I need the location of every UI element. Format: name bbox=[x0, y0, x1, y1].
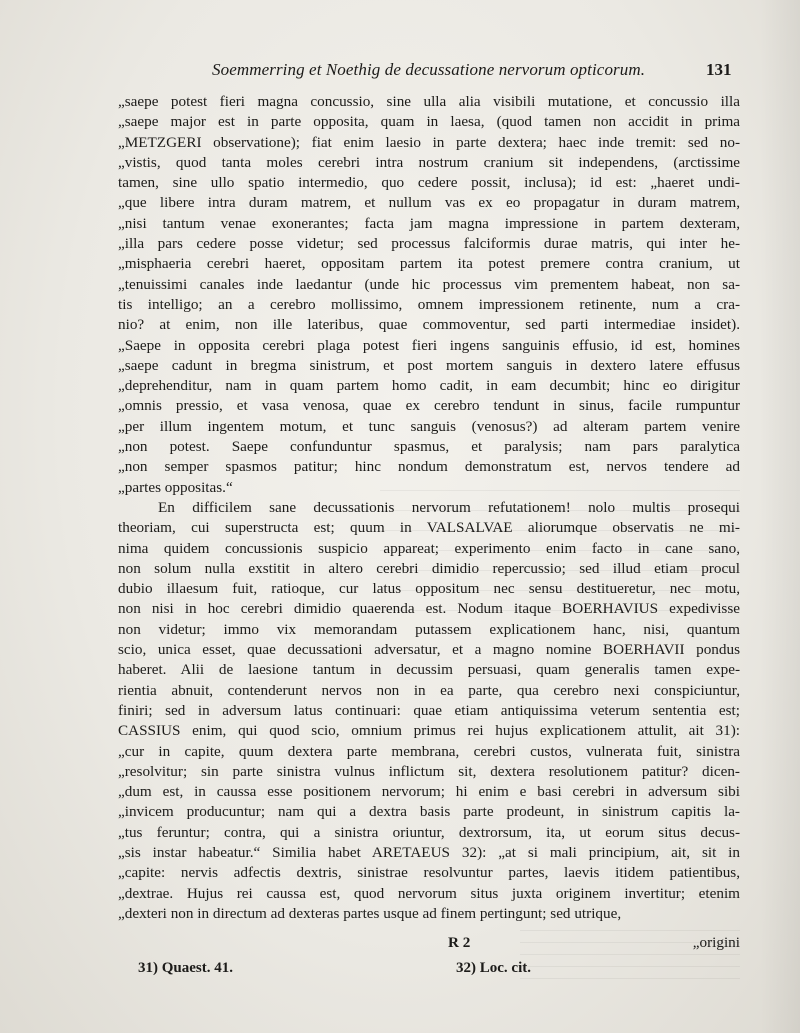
text-line: scio, unica esset, quae decussationi adversatur, et a magno nomine BOERHAVII pondus bbox=[118, 641, 740, 659]
text-line: nima quidem concussionis suspicio appareat; experimento enim facto in cane sano, bbox=[118, 539, 740, 557]
text-line: „omnis pressio, et vasa venosa, quae ex cerebro tendunt in sinus, facile rumpuntur bbox=[118, 397, 740, 415]
text-line: „non semper spasmos patitur; hinc nondum demonstratum est, nervos tendere ad bbox=[118, 458, 740, 476]
text-line: „METZGERI observatione); fiat enim laesio in parte dextera; haec inde tremit: sed no- bbox=[118, 133, 740, 151]
text-line: „saepe potest fieri magna concussio, sine ulla alia visibili mutatione, et concussio illa bbox=[118, 93, 740, 110]
text-line: „nisi tantum venae exonerantes; facta jam magna impressione in partem dexteram, bbox=[118, 214, 740, 232]
text-line: „capite: nervis adfectis dextris, sinistrae resolvuntur partes, laevis itidem patientibus, bbox=[118, 864, 740, 882]
text-line: non videtur; immo vix memorandam putassem explicationem hanc, nisi, quantum bbox=[118, 620, 740, 638]
footnote-31: 31) Quaest. 41. bbox=[138, 960, 233, 976]
footnotes bbox=[138, 960, 738, 982]
signature-line bbox=[118, 934, 740, 956]
text-line: „per illum ingentem motum, et tunc sanguis (venosus?) ad alteram partem venire bbox=[118, 417, 740, 435]
text-line: „saepe major est in parte opposita, quam in laesa, (quod tamen non accidit in prima bbox=[118, 113, 740, 131]
text-line: „resolvitur; sin parte sinistra vulnus inflictum sit, dextera resolutionem patitur? dicen- bbox=[118, 762, 740, 780]
text-line: „tenuissimi canales inde laedantur (unde hic processus vim prementem habeat, non sa- bbox=[118, 275, 740, 293]
text-line: „dexteri non in directum ad dexteras partes usque ad finem pertingunt; sed utrique, bbox=[118, 904, 622, 922]
text-line: „deprehenditur, nam in quam partem homo cadit, in eam decumbit; hinc eo dirigitur bbox=[118, 377, 740, 395]
text-line: „dum est, in caussa esse positionem nervorum; hi enim e basi cerebri in adversum sibi bbox=[118, 783, 740, 801]
text-line: „Saepe in opposita cerebri plaga potest fieri ingens sanguinis effusio, id est, homines bbox=[118, 336, 740, 354]
text-line: „vistis, quod tanta moles cerebri intra nostrum cranium sit independens, (arctissime bbox=[118, 153, 740, 171]
text-line: „sis instar habeatur.“ Similia habet ARETAEUS 32): „at si mali principium, ait, sit in bbox=[118, 843, 740, 861]
catchword: „origini bbox=[692, 934, 740, 951]
text-line: „non potest. Saepe confunduntur spasmus, et paralysis; nam pars paralytica bbox=[118, 438, 740, 456]
text-line: „tus feruntur; contra, qui a sinistra oriuntur, dextrorsum, ita, ut eorum situs decus- bbox=[118, 823, 740, 841]
text-line: tis intelligo; an a cerebro mollissimo, omnem impressionem retinente, num a cra- bbox=[118, 295, 740, 313]
text-line: „dextrae. Hujus rei caussa est, quod nervorum situs juxta originem invertitur; etenim bbox=[118, 884, 740, 902]
text-line: „misphaeria cerebri haeret, oppositam partem ita potest premere contra cranium, ut bbox=[118, 255, 740, 273]
text-line: tamen, sine ullo spatio intermedio, quo cedere possit, inclusa); id est: „haeret undi- bbox=[118, 174, 740, 192]
text-line: non solum nulla exstitit in altero cerebri dimidio repercussio; sed illud etiam procul bbox=[118, 559, 740, 577]
body-text bbox=[118, 92, 740, 924]
text-line: theoriam, cui superstructa est; quum in VALSALVAE aliorumque observatis ne mi- bbox=[118, 519, 740, 537]
text-line: finiri; sed in adversum latus continuari: quae etiam antiquissima veterum sententia est; bbox=[118, 701, 740, 719]
text-line: CASSIUS enim, qui quod scio, omnium primus rei hujus explicationem attulit, ait 31): bbox=[118, 722, 740, 740]
text-line: nio? at enim, non ille lateribus, quae commoventur, sed parti intermediae insidet). bbox=[118, 316, 740, 334]
footnote-32: 32) Loc. cit. bbox=[456, 960, 531, 976]
page-edge-shadow bbox=[760, 0, 800, 1033]
text-line: „saepe cadunt in bregma sinistrum, et post mortem sanguis in dextero latere effusus bbox=[118, 356, 740, 374]
running-head bbox=[0, 60, 800, 84]
text-line: „illa pars cedere posse videtur; sed processus falciformis durae matris, qui inter he- bbox=[118, 235, 740, 253]
text-line: „invicem producuntur; nam qui a dextra basis parte prodeunt, in sinistrum capitis la- bbox=[118, 803, 740, 821]
signature-mark: R 2 bbox=[448, 934, 471, 951]
text-line: dubio illaesum fuit, ratioque, cur latus oppositum nec sensu destitueretur, nec motu, bbox=[118, 580, 740, 598]
text-line: rientia abnuit, contenderunt nervos non in ea parte, qua cerebro nexi conspiciuntur, bbox=[118, 681, 740, 699]
page-number: 131 bbox=[706, 60, 732, 79]
running-title: Soemmerring et Noethig de decussatione nervorum opticorum. bbox=[212, 60, 646, 79]
text-line: „partes oppositas.“ bbox=[118, 478, 233, 496]
text-line: „cur in capite, quum dextera parte membrana, cerebri custos, vulnerata fuit, sinistra bbox=[118, 742, 740, 760]
text-line: „que libere intra duram matrem, et nullum vas ex eo propagatur in duram matrem, bbox=[118, 194, 740, 212]
text-line: En difficilem sane decussationis nervorum refutationem! nolo multis prosequi bbox=[158, 498, 740, 516]
text-line: non nisi in hoc cerebri dimidio quaerenda est. Nodum itaque BOERHAVIUS expedivisse bbox=[118, 600, 740, 618]
text-line: haberet. Alii de laesione tantum in decussim persuasi, quam generalis tamen expe- bbox=[118, 661, 740, 679]
